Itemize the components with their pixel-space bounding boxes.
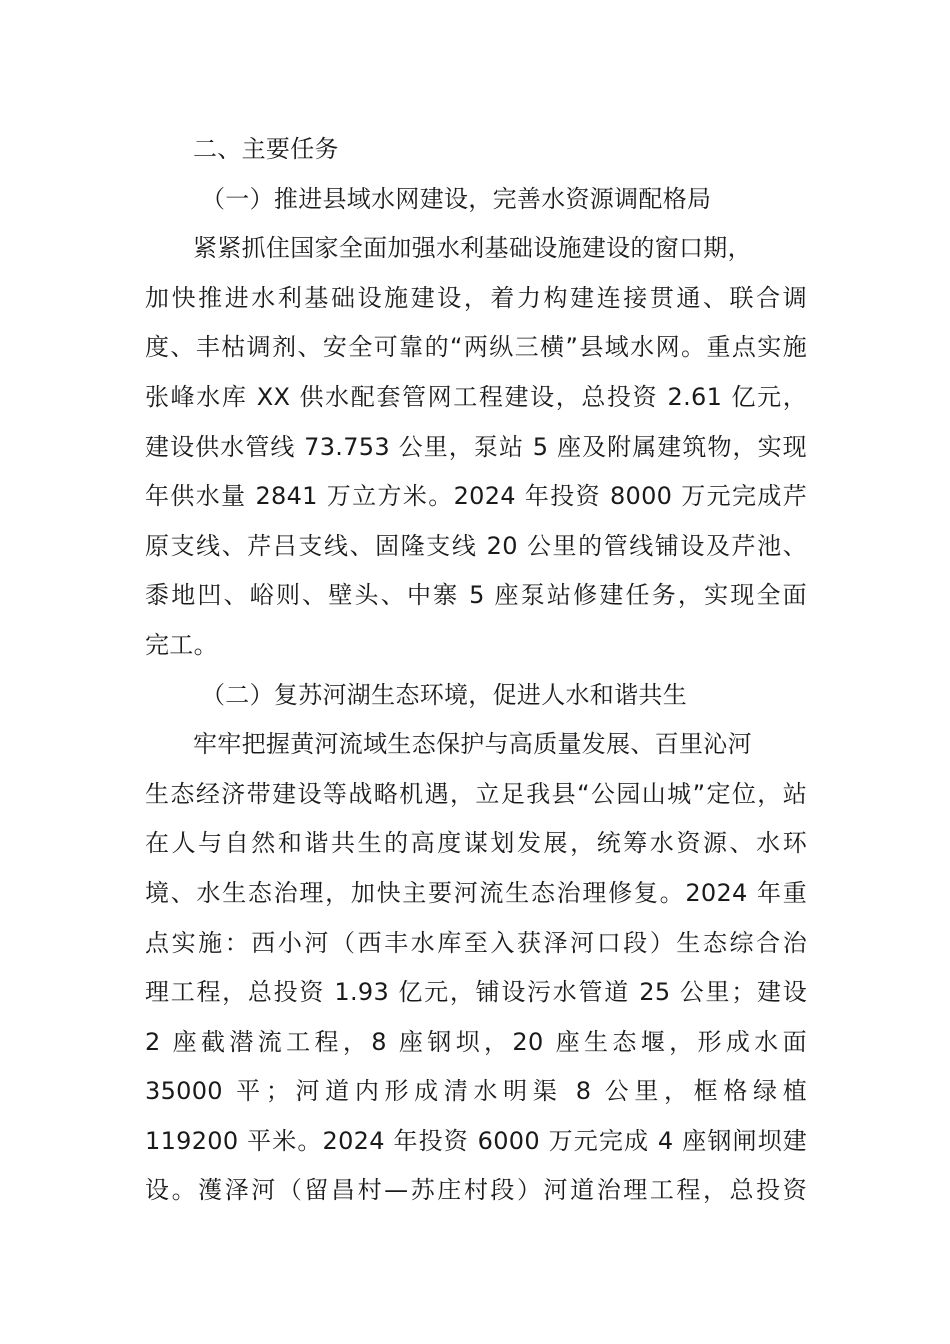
paragraph-line: 完工。	[145, 630, 218, 659]
subsection-1-paragraph	[145, 224, 807, 670]
document-body	[145, 125, 807, 1216]
paragraph-line: 度、丰枯调剂、安全可靠的“两纵三横”县域水网。重点实施	[145, 333, 807, 362]
subsection-2-paragraph	[145, 720, 807, 1216]
paragraph-line: 黍地凹、峪则、壁头、中寨 5 座泵站修建任务，实现全面	[145, 581, 807, 610]
paragraph-line: 设。濩泽河（留昌村—苏庄村段）河道治理工程，总投资	[145, 1176, 807, 1205]
paragraph-line: 在人与自然和谐共生的高度谋划发展，统筹水资源、水环	[145, 829, 807, 858]
paragraph-line: 加快推进水利基础设施建设，着力构建连接贯通、联合调	[145, 283, 807, 312]
subsection-1-heading: （一）推进县域水网建设，完善水资源调配格局	[201, 184, 712, 213]
paragraph-line: 张峰水库 XX 供水配套管网工程建设，总投资 2.61 亿元，	[145, 382, 807, 411]
paragraph-line: 35000 平；河道内形成清水明渠 8 公里，框格绿植	[145, 1077, 807, 1106]
paragraph-line: 境、水生态治理，加快主要河流生态治理修复。2024 年重	[145, 878, 807, 907]
paragraph-line: 原支线、芹吕支线、固隆支线 20 公里的管线铺设及芹池、	[145, 531, 807, 560]
paragraph-line: 2 座截潜流工程，8 座钢坝，20 座生态堰，形成水面	[145, 1027, 807, 1056]
paragraph-line: 紧紧抓住国家全面加强水利基础设施建设的窗口期，	[193, 234, 752, 263]
subsection-2-heading: （二）复苏河湖生态环境，促进人水和谐共生	[201, 680, 687, 709]
paragraph-line: 点实施：西小河（西丰水库至入获泽河口段）生态综合治	[145, 928, 807, 957]
paragraph-line: 年供水量 2841 万立方米。2024 年投资 8000 万元完成芹	[145, 482, 807, 511]
paragraph-line: 牢牢把握黄河流域生态保护与高质量发展、百里沁河	[193, 730, 752, 759]
paragraph-line: 119200 平米。2024 年投资 6000 万元完成 4 座钢闸坝建	[145, 1126, 807, 1155]
section-heading: 二、主要任务	[193, 135, 339, 163]
paragraph-line: 建设供水管线 73.753 公里，泵站 5 座及附属建筑物，实现	[145, 432, 807, 461]
paragraph-line: 理工程，总投资 1.93 亿元，铺设污水管道 25 公里；建设	[145, 978, 807, 1007]
paragraph-line: 生态经济带建设等战略机遇，立足我县“公园山城”定位，站	[145, 779, 807, 808]
